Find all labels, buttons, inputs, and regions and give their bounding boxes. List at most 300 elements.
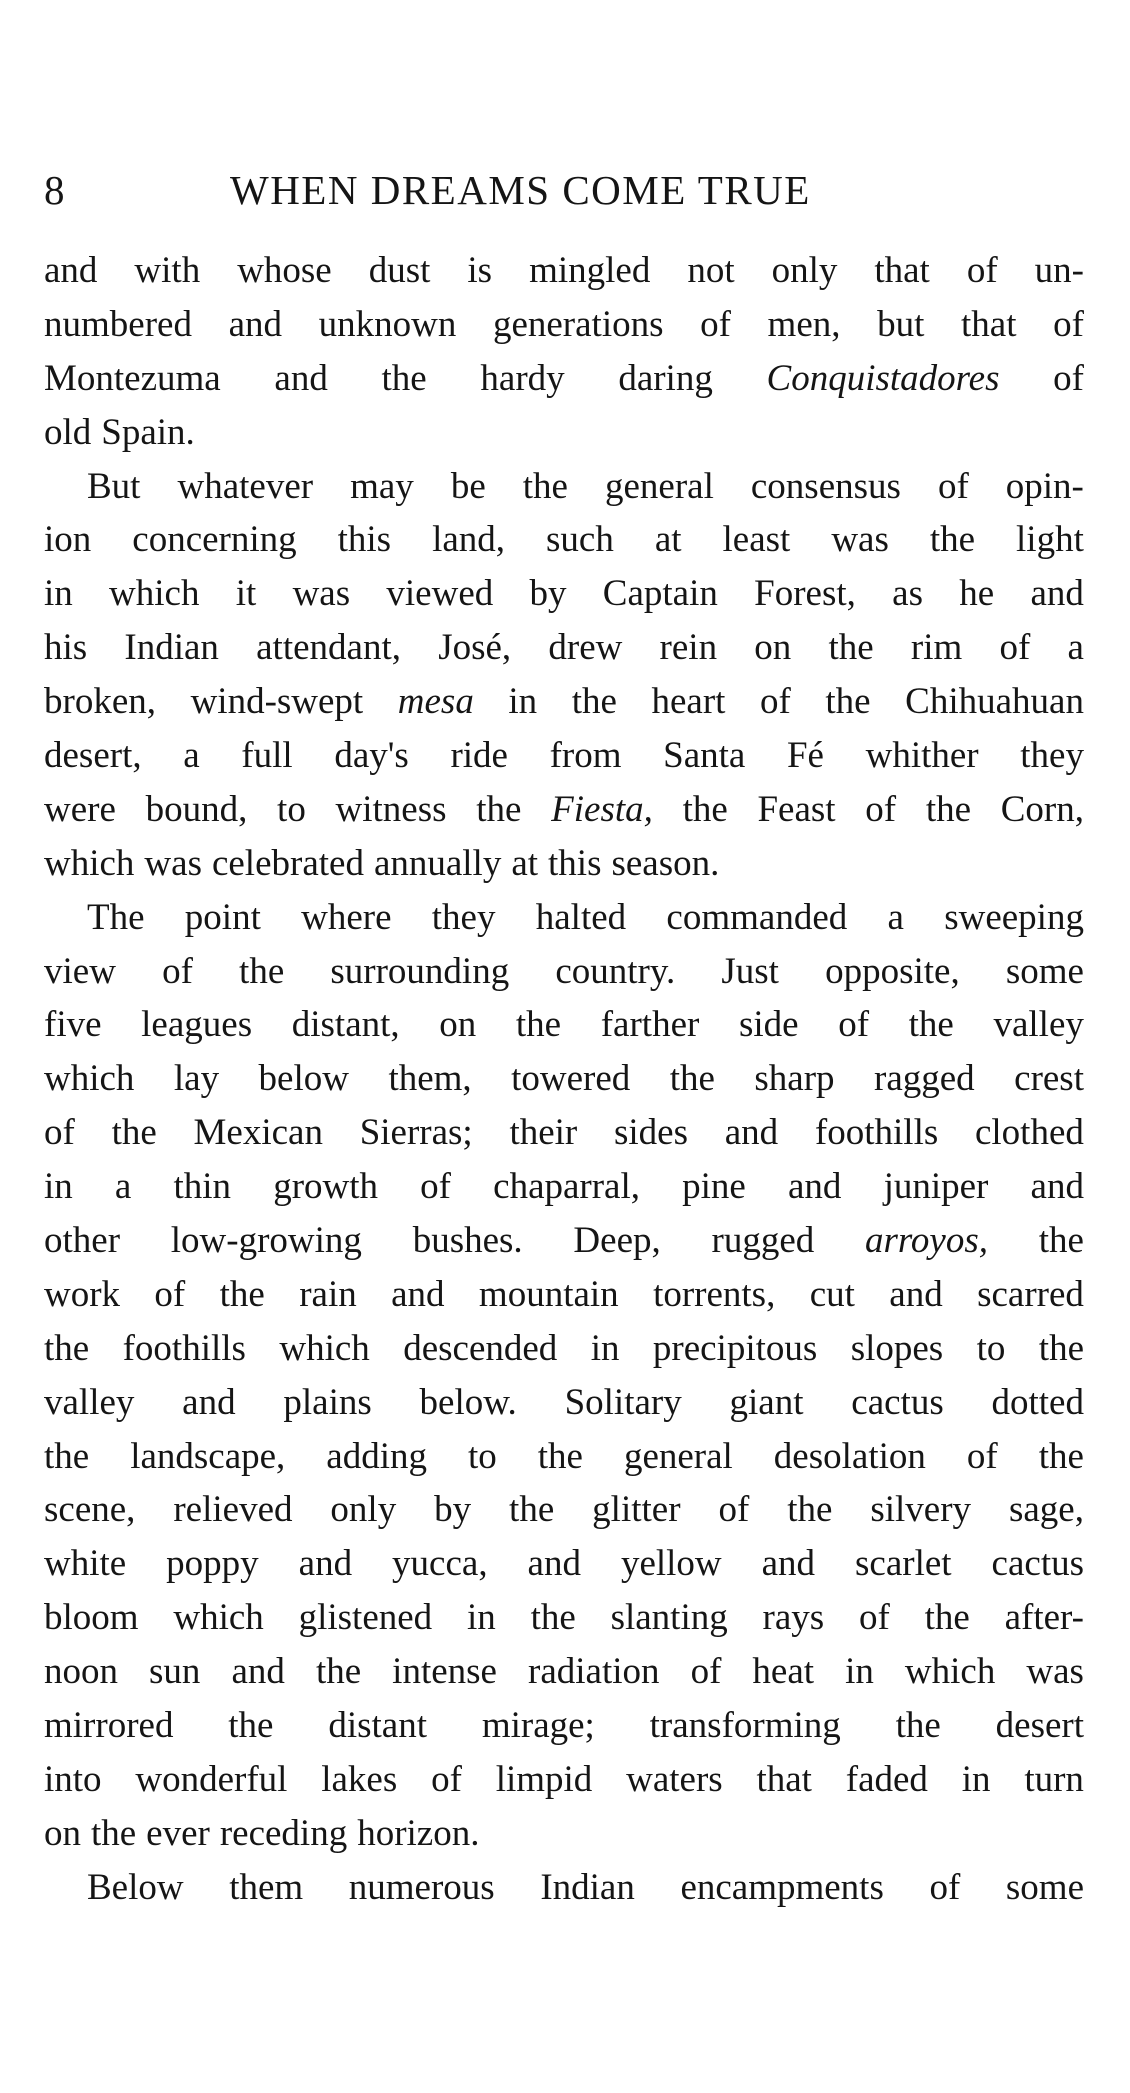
word: rain: [299, 1273, 357, 1315]
word: the: [239, 950, 285, 992]
word: and: [724, 1112, 779, 1154]
word: the: [828, 627, 874, 669]
word: was: [1026, 1651, 1084, 1693]
word: witness: [335, 788, 447, 830]
word: that: [874, 250, 930, 291]
word: was: [831, 519, 889, 561]
word: cactus: [991, 1543, 1084, 1585]
text-line: [44, 1645, 1084, 1699]
word: men,: [767, 303, 841, 345]
word: of: [838, 1004, 870, 1046]
word: in: [590, 1327, 620, 1369]
word: But: [87, 465, 141, 507]
word: of: [760, 681, 791, 723]
word: of: [154, 1273, 186, 1315]
word: below.: [419, 1381, 517, 1423]
word: sun: [149, 1651, 201, 1693]
word: least: [722, 519, 791, 561]
word: Fé: [786, 735, 824, 777]
word: and: [889, 1273, 943, 1315]
word: viewed: [386, 573, 494, 615]
word: Spain.: [101, 411, 195, 453]
word: surrounding: [330, 950, 510, 992]
word: the: [476, 788, 522, 830]
text-line: [44, 1214, 1084, 1268]
word: day's: [334, 735, 409, 777]
word: Feast: [757, 788, 836, 830]
word: only: [330, 1489, 397, 1531]
word: view: [44, 950, 116, 992]
word: Fiesta,: [551, 788, 653, 830]
word: at: [654, 519, 682, 561]
word: the: [825, 681, 871, 723]
word: silvery: [870, 1489, 972, 1531]
word: and: [231, 1651, 285, 1693]
word: after-: [1004, 1597, 1084, 1639]
word: in: [961, 1758, 991, 1800]
word: distant,: [291, 1004, 400, 1046]
text-line: [44, 729, 1084, 783]
word: in: [44, 1166, 73, 1208]
word: dust: [368, 250, 431, 291]
word: leagues: [141, 1004, 253, 1046]
word: ragged: [874, 1058, 975, 1100]
word: Forest,: [754, 573, 856, 615]
word: was: [292, 573, 351, 615]
word: Deep,: [573, 1220, 661, 1262]
word: five: [44, 1004, 102, 1046]
word: of: [999, 627, 1031, 669]
word: work: [44, 1273, 121, 1315]
word: Solitary: [564, 1381, 682, 1423]
word: to: [976, 1327, 1006, 1369]
word: and: [228, 303, 282, 345]
word: that: [961, 303, 1017, 345]
word: mirage;: [481, 1705, 595, 1747]
word: of: [690, 1651, 722, 1693]
word: whither: [865, 735, 979, 777]
word: broken,: [44, 681, 156, 723]
word: giant: [729, 1381, 804, 1423]
word: the: [90, 1812, 137, 1854]
word: juniper: [883, 1166, 989, 1208]
word: annually: [373, 842, 502, 884]
word: the: [44, 1327, 90, 1369]
word: to: [467, 1435, 497, 1477]
text-line: [44, 1052, 1084, 1106]
word: be: [450, 465, 486, 507]
word: descended: [403, 1327, 558, 1369]
page-number: 8: [44, 167, 65, 213]
text-line: [44, 891, 1084, 945]
word: and: [1030, 573, 1084, 615]
word: the: [908, 1004, 954, 1046]
word: they: [431, 896, 496, 938]
word: rein: [659, 627, 718, 669]
word: and: [391, 1273, 445, 1315]
text-line: [44, 998, 1084, 1052]
text-line: [44, 352, 1084, 406]
word: on: [439, 1004, 477, 1046]
word: of: [937, 465, 969, 507]
text-line: [44, 1268, 1084, 1322]
word: on: [44, 1812, 81, 1854]
word: of: [1053, 303, 1084, 345]
word: the: [530, 1597, 576, 1639]
word: into: [44, 1758, 102, 1800]
word: by: [434, 1489, 472, 1531]
word: wonderful: [135, 1758, 288, 1800]
word: hardy: [480, 357, 565, 399]
word: of: [420, 1166, 451, 1208]
word: which: [173, 1597, 264, 1639]
word: which: [109, 573, 200, 615]
text-line: [44, 1322, 1084, 1376]
word: they: [1020, 735, 1084, 777]
text-line: [44, 298, 1084, 352]
word: which: [279, 1327, 370, 1369]
word: general: [623, 1435, 733, 1477]
word: season.: [611, 842, 720, 884]
word: turn: [1024, 1758, 1084, 1800]
word: and: [274, 357, 328, 399]
word: from: [549, 735, 622, 777]
text-line: [44, 783, 1084, 837]
word: rim: [910, 627, 963, 669]
word: whatever: [177, 465, 314, 507]
word: and: [788, 1166, 842, 1208]
word: white: [44, 1543, 127, 1585]
word: the: [111, 1112, 157, 1154]
word: celebrated: [211, 842, 364, 884]
word: was: [144, 842, 202, 884]
word: country.: [555, 950, 676, 992]
word: glistened: [298, 1597, 433, 1639]
word: of: [966, 250, 998, 291]
word: drew: [548, 627, 623, 669]
word: the: [219, 1273, 265, 1315]
word: numbered: [44, 303, 192, 345]
running-head: [44, 166, 1084, 236]
word: the: [929, 519, 976, 561]
word: the: [669, 1058, 715, 1100]
word: this: [548, 842, 602, 884]
word: commanded: [666, 896, 848, 938]
text-line: [44, 513, 1084, 567]
word: sweeping: [944, 896, 1084, 938]
word: slopes: [850, 1327, 944, 1369]
word: at: [511, 842, 539, 884]
word: ride: [450, 735, 508, 777]
word: desolation: [773, 1435, 926, 1477]
word: Chihuahuan: [905, 681, 1084, 723]
word: plains: [283, 1381, 372, 1423]
word: Indian: [124, 627, 219, 669]
word: it: [235, 573, 257, 615]
word: un-: [1034, 250, 1084, 291]
word: the: [509, 1489, 555, 1531]
word: to: [277, 788, 306, 830]
word: valley: [44, 1381, 135, 1423]
text-line: [44, 1699, 1084, 1753]
word: Montezuma: [44, 357, 221, 399]
word: of: [1053, 357, 1084, 399]
word: arroyos,: [865, 1220, 988, 1262]
word: heat: [752, 1651, 815, 1693]
word: precipitous: [652, 1327, 818, 1369]
word: Sierras;: [359, 1112, 473, 1154]
word: where: [301, 896, 392, 938]
word: sides: [614, 1112, 688, 1154]
word: sage,: [1008, 1489, 1084, 1531]
word: yucca,: [392, 1543, 488, 1585]
word: daring: [618, 357, 713, 399]
word: sharp: [754, 1058, 835, 1100]
word: the: [682, 788, 728, 830]
word: his: [44, 627, 88, 669]
word: José,: [438, 627, 512, 669]
word: distant: [328, 1705, 427, 1747]
text-line: [44, 1537, 1084, 1591]
word: of: [700, 303, 731, 345]
word: the: [924, 1597, 970, 1639]
word: Just: [721, 950, 779, 992]
running-title: WHEN DREAMS COME TRUE: [230, 167, 811, 213]
word: and: [182, 1381, 236, 1423]
text-line: [44, 1160, 1084, 1214]
word: low-growing: [170, 1220, 362, 1262]
book-page: [44, 166, 1084, 1915]
word: cut: [809, 1273, 855, 1315]
word: which: [44, 1058, 135, 1100]
word: of: [858, 1597, 890, 1639]
word: radiation: [528, 1651, 660, 1693]
word: a: [1067, 627, 1084, 669]
word: Captain: [602, 573, 718, 615]
text-line: [44, 1861, 1084, 1915]
text-line: [44, 1106, 1084, 1160]
word: whose: [237, 250, 332, 291]
word: were: [44, 788, 116, 830]
word: in: [508, 681, 538, 723]
word: general: [604, 465, 714, 507]
word: Conquistadores: [766, 357, 1000, 399]
word: Mexican: [193, 1112, 323, 1154]
word: opposite,: [825, 950, 960, 992]
word: clothed: [974, 1112, 1084, 1154]
word: point: [184, 896, 261, 938]
word: farther: [600, 1004, 700, 1046]
word: mingled: [529, 250, 651, 291]
word: the: [315, 1651, 362, 1693]
text-line: [44, 244, 1084, 298]
word: the: [381, 357, 427, 399]
word: faded: [845, 1758, 928, 1800]
word: the: [787, 1489, 833, 1531]
word: and: [761, 1543, 816, 1585]
word: some: [1005, 1866, 1084, 1908]
word: consensus: [750, 465, 901, 507]
word: the: [537, 1435, 583, 1477]
word: Below: [87, 1866, 184, 1908]
word: growth: [273, 1166, 379, 1208]
text-line: [44, 675, 1084, 729]
word: not: [687, 250, 735, 291]
text-line: [44, 945, 1084, 999]
word: them,: [388, 1058, 472, 1100]
word: below: [258, 1058, 349, 1100]
word: yellow: [620, 1543, 722, 1585]
word: bloom: [44, 1597, 139, 1639]
word: and: [527, 1543, 581, 1585]
word: noon: [44, 1651, 118, 1693]
word: adding: [326, 1435, 427, 1477]
word: encampments: [680, 1866, 884, 1908]
word: dotted: [991, 1381, 1084, 1423]
word: may: [350, 465, 414, 507]
word: ion: [44, 519, 92, 561]
word: a: [183, 735, 200, 777]
word: cactus: [851, 1381, 944, 1423]
word: towered: [511, 1058, 631, 1100]
word: old: [44, 411, 92, 453]
word: transforming: [649, 1705, 841, 1747]
word: of: [966, 1435, 998, 1477]
word: landscape,: [130, 1435, 286, 1477]
word: by: [529, 573, 567, 615]
word: the: [571, 681, 617, 723]
word: limpid: [495, 1758, 593, 1800]
word: ever: [146, 1812, 210, 1854]
word: horizon.: [357, 1812, 480, 1854]
text-line: [44, 837, 1084, 891]
word: desert: [995, 1705, 1084, 1747]
word: chaparral,: [493, 1166, 641, 1208]
word: light: [1016, 519, 1084, 561]
word: bushes.: [412, 1220, 523, 1262]
word: and: [1030, 1166, 1084, 1208]
word: opin-: [1005, 465, 1084, 507]
word: Indian: [540, 1866, 635, 1908]
word: the: [522, 465, 568, 507]
word: the: [44, 1435, 90, 1477]
word: he: [959, 573, 995, 615]
word: a: [887, 896, 904, 938]
text-line: [44, 406, 1084, 460]
word: of: [865, 788, 897, 830]
word: rugged: [711, 1220, 815, 1262]
word: Corn,: [1000, 788, 1084, 830]
word: and: [44, 250, 98, 291]
word: the: [1038, 1435, 1084, 1477]
word: bound,: [145, 788, 248, 830]
word: waters: [626, 1758, 723, 1800]
text-line: [44, 621, 1084, 675]
word: the: [925, 788, 972, 830]
word: slanting: [610, 1597, 728, 1639]
text-line: [44, 1807, 1084, 1861]
word: lakes: [321, 1758, 398, 1800]
word: wind-swept: [190, 681, 364, 723]
word: of: [162, 950, 193, 992]
word: of: [718, 1489, 750, 1531]
word: mountain: [478, 1273, 619, 1315]
word: relieved: [173, 1489, 293, 1531]
text-line: [44, 1430, 1084, 1484]
word: mirrored: [44, 1705, 174, 1747]
word: of: [929, 1866, 961, 1908]
word: halted: [535, 896, 627, 938]
word: Santa: [663, 735, 746, 777]
word: rays: [762, 1597, 825, 1639]
word: other: [44, 1220, 121, 1262]
word: in: [845, 1651, 874, 1693]
word: in: [44, 573, 73, 615]
word: heart: [651, 681, 726, 723]
word: scene,: [44, 1489, 136, 1531]
word: the: [1038, 1220, 1084, 1262]
word: is: [467, 250, 493, 291]
word: crest: [1014, 1058, 1084, 1100]
word: a: [114, 1166, 132, 1208]
text-line: [44, 1483, 1084, 1537]
word: scarred: [977, 1273, 1084, 1315]
word: but: [877, 303, 925, 345]
word: numerous: [348, 1866, 495, 1908]
word: in: [466, 1597, 496, 1639]
word: their: [509, 1112, 578, 1154]
word: thin: [173, 1166, 232, 1208]
word: torrents,: [653, 1273, 776, 1315]
word: pine: [682, 1166, 746, 1208]
word: of: [431, 1758, 462, 1800]
word: full: [241, 735, 293, 777]
word: intense: [392, 1651, 497, 1693]
word: foothills: [814, 1112, 939, 1154]
word: this: [337, 519, 392, 561]
word: of: [44, 1112, 75, 1154]
word: with: [134, 250, 201, 291]
word: that: [756, 1758, 812, 1800]
word: The: [87, 896, 145, 938]
word: generations: [492, 303, 664, 345]
word: scarlet: [855, 1543, 952, 1585]
text-line: [44, 567, 1084, 621]
text-line: [44, 1591, 1084, 1645]
word: the: [1038, 1327, 1084, 1369]
word: the: [895, 1705, 941, 1747]
word: unknown: [318, 303, 457, 345]
text-line: [44, 460, 1084, 514]
text-line: [44, 1753, 1084, 1807]
word: which: [904, 1651, 996, 1693]
word: foothills: [122, 1327, 246, 1369]
word: lay: [173, 1058, 220, 1100]
word: receding: [219, 1812, 348, 1854]
word: mesa: [397, 681, 474, 723]
text-line: [44, 1376, 1084, 1430]
word: land,: [432, 519, 506, 561]
word: attendant,: [256, 627, 401, 669]
word: which: [44, 842, 135, 884]
word: valley: [993, 1004, 1084, 1046]
word: such: [546, 519, 614, 561]
word: as: [892, 573, 923, 615]
word: the: [228, 1705, 274, 1747]
word: and: [298, 1543, 353, 1585]
word: side: [738, 1004, 799, 1046]
word: some: [1005, 950, 1084, 992]
